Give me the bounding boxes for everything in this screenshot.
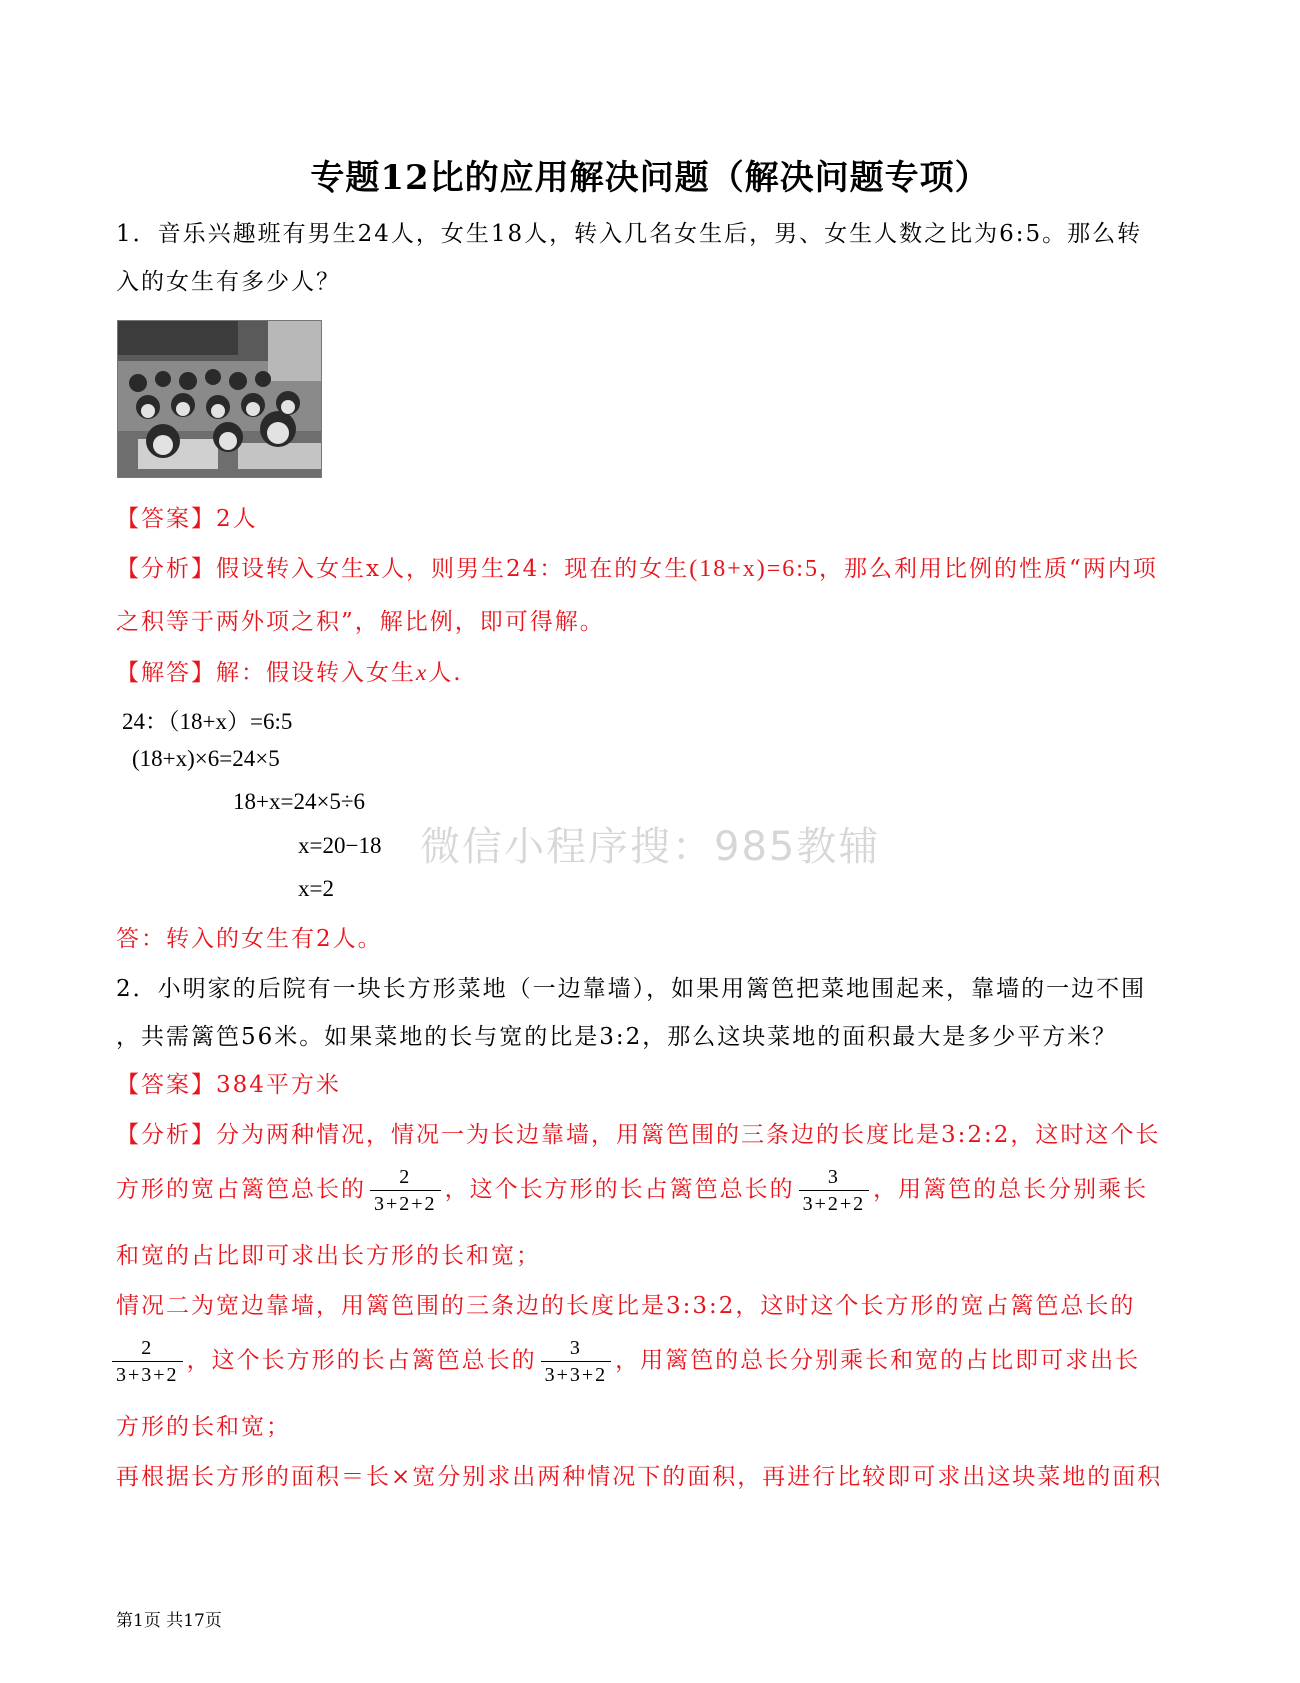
q2-analysis-line5-text-b: ，用篱笆的总长分别乘长和宽的占比即可求出长 [615,1347,1141,1374]
q2-text-line1: 2．小明家的后院有一块长方形菜地（一边靠墙），如果用篱笆把菜地围起来，靠墙的一边不围 [116,976,1147,1002]
classroom-photo [117,320,322,478]
watermark-text: 微信小程序搜：985教辅 [420,824,881,870]
q1-solution-text-a: 【解答】解：假设转入女生 [116,660,416,686]
q1-final-answer: 答：转入的女生有2人。 [116,926,383,952]
q2-analysis-line2 [116,1164,1148,1217]
q1-solution-text-b: 人. [428,660,463,686]
q1-step-5: x=2 [298,876,334,901]
q2-analysis-line2-text-a: 方形的宽占篱笆总长的 [116,1176,366,1203]
q2-analysis-line7: 再根据长方形的面积＝长×宽分别求出两种情况下的面积，再进行比较即可求出这块菜地的面积 [116,1464,1163,1490]
q2-text-line2: ，共需篱笆56米。如果菜地的长与宽的比是3:2，那么这块菜地的面积最大是多少平方米？ [116,1024,1118,1050]
q2-analysis-line5 [112,1335,1140,1388]
q1-analysis-text-a: 【分析】假设转入女生x人，则男生24：现在的女生 [116,556,690,582]
q1-analysis-line1 [116,550,1158,583]
q1-analysis-math: (18+x)=6:5 [689,556,819,582]
q1-solution-var: x [416,660,429,685]
q2-analysis-line4: 情况二为宽边靠墙，用篱笆围的三条边的长度比是3:3:2，这时这个长方形的宽占篱笆总长的 [116,1293,1136,1319]
fraction-2-over-3-2-2: $\frac{2}{3+2+2}$ [370,1164,441,1217]
q1-text-line2: 入的女生有多少人？ [116,269,341,295]
q1-analysis-line2: 之积等于两外项之积”，解比例，即可得解。 [116,609,605,635]
fraction-3-over-3-3-2: $\frac{3}{3+3+2}$ [541,1335,612,1388]
page-footer: 第1页 共17页 [116,1611,222,1631]
q2-analysis-line5-text-a: ，这个长方形的长占篱笆总长的 [186,1347,537,1374]
q1-step-3: 18+x=24×5÷6 [233,789,366,814]
fraction-3-over-3-2-2: $\frac{3}{3+2+2}$ [799,1164,870,1217]
q2-analysis-line1: 【分析】分为两种情况，情况一为长边靠墙，用篱笆围的三条边的长度比是3:2:2，这时这个长 [116,1122,1161,1148]
q2-answer: 【答案】384平方米 [116,1072,341,1098]
q1-solution [116,654,463,687]
fraction-2-over-3-3-2: $\frac{2}{3+3+2}$ [112,1335,183,1388]
q1-step-2: (18+x)×6=24×5 [132,746,280,771]
q2-analysis-line6: 方形的长和宽； [116,1414,291,1440]
q2-analysis-line2-text-c: ，用篱笆的总长分别乘长 [873,1176,1149,1203]
q2-analysis-line2-text-b: ，这个长方形的长占篱笆总长的 [444,1176,795,1203]
q1-text-line1: 1．音乐兴趣班有男生24人，女生18人，转入几名女生后，男、女生人数之比为6:5。那么转 [116,221,1143,247]
q2-analysis-line3: 和宽的占比即可求出长方形的长和宽； [116,1243,541,1269]
q1-step-4: x=20−18 [298,833,382,858]
page-title: 专题12比的应用解决问题（解决问题专项） [310,158,990,198]
q1-analysis-text-b: ，那么利用比例的性质“两内项 [818,556,1158,582]
q1-answer: 【答案】2人 [116,506,258,532]
q1-step-1: 24：（18+x）=6:5 [122,709,293,734]
